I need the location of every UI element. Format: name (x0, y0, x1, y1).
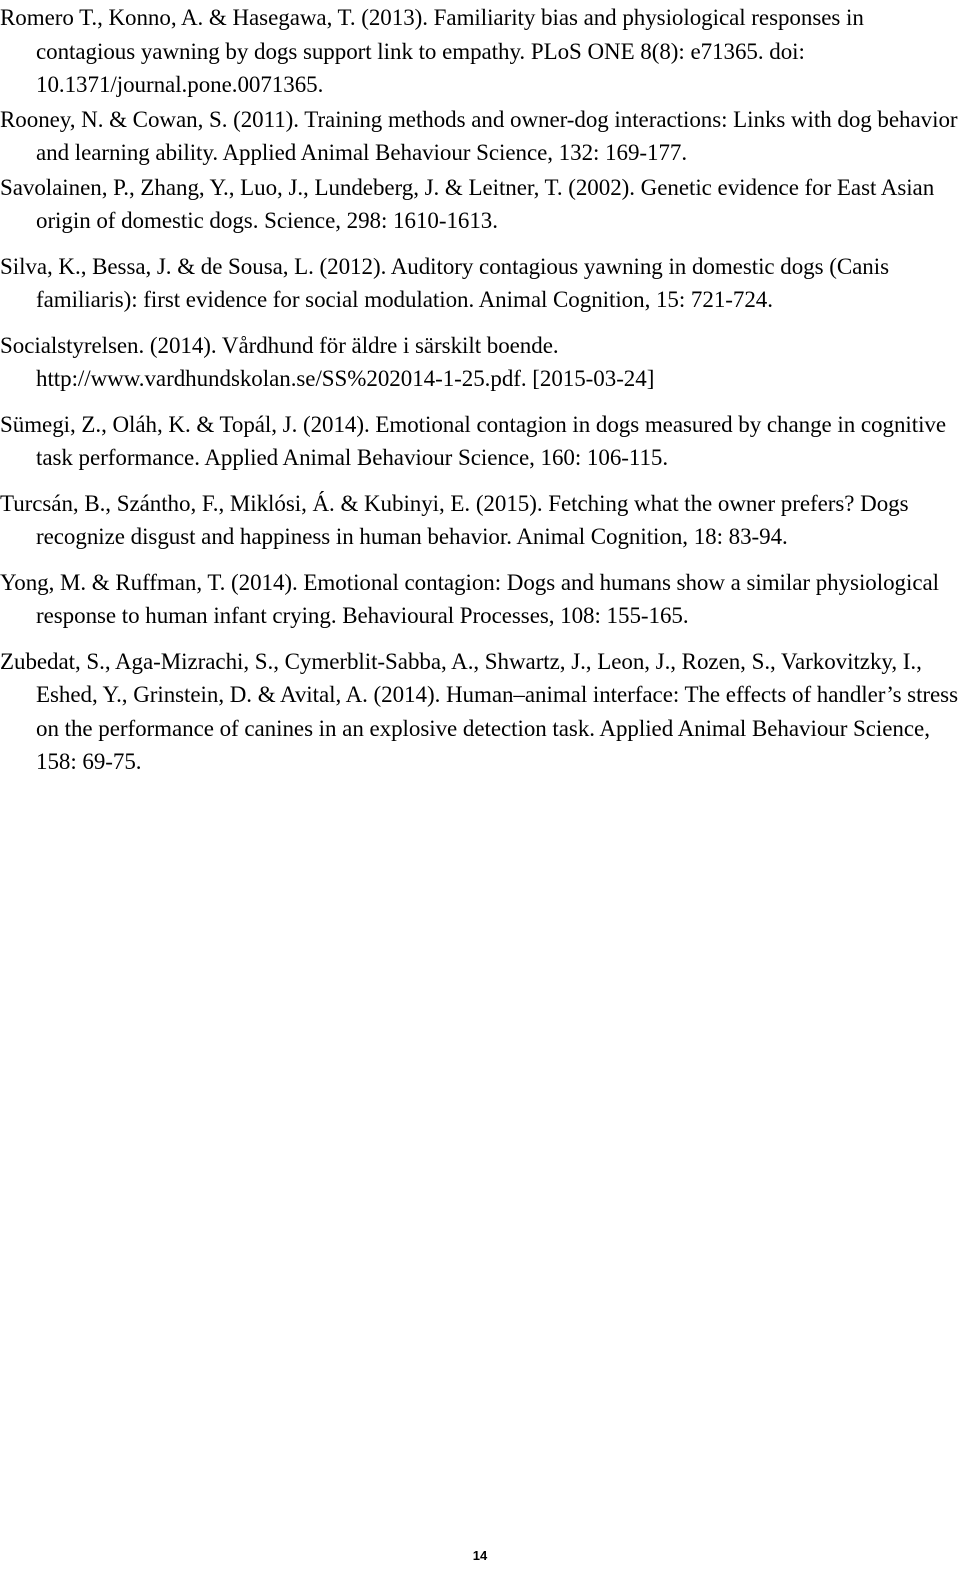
reference-list (0, 0, 958, 779)
reference-entry-rooney: Rooney, N. & Cowan, S. (2011). Training methods and owner-dog interactions: Links with dog behavior and learning ability. Applied Animal Behaviour Science, 132: 169-177. (0, 106, 958, 165)
reference-entry-silva: Silva, K., Bessa, J. & de Sousa, L. (2012). Auditory contagious yawning in domestic dogs (Canis familiaris): first evidence for social modulation. Animal Cognition, 15: 721-724. (0, 253, 889, 312)
reference-entry-sumegi: Sümegi, Z., Oláh, K. & Topál, J. (2014). Emotional contagion in dogs measured by change in cognitive task performance. Applied Animal Behaviour Science, 160: 106-115. (0, 411, 947, 470)
reference-entry-yong: Yong, M. & Ruffman, T. (2014). Emotional contagion: Dogs and humans show a similar physiological response to human infant crying. Behavioural Processes, 108: 155-165. (0, 569, 939, 628)
reference-entry-romero: Romero T., Konno, A. & Hasegawa, T. (2013). Familiarity bias and physiological responses in contagious yawning by dogs support link to empathy. PLoS ONE 8(8): e71365. doi: 10.1371/journal.pone.0071365. (0, 5, 864, 97)
reference-entry-socialstyrelsen: Socialstyrelsen. (2014). Vårdhund för äldre i särskilt boende. http://www.vardhundskolan.se/SS%202014-1-25.pdf. [2015-03-24] (0, 332, 655, 391)
page-number: 14 (472, 1548, 488, 1563)
reference-entry-savolainen: Savolainen, P., Zhang, Y., Luo, J., Lundeberg, J. & Leitner, T. (2002). Genetic evidence for East Asian origin of domestic dogs. Science, 298: 1610-1613. (0, 174, 935, 233)
reference-entry-zubedat: Zubedat, S., Aga-Mizrachi, S., Cymerblit-Sabba, A., Shwartz, J., Leon, J., Rozen, S., Varkovitzky, I., Eshed, Y., Grinstein, D. & Avital, A. (2014). Human–animal interface: The effects of handler’s stress on the performance of canines in an explosive detection task. Applied Animal Behaviour Science, 158: 69-75. (0, 648, 958, 774)
reference-entry-turcsan: Turcsán, B., Szántho, F., Miklósi, Á. & Kubinyi, E. (2015). Fetching what the owner prefers? Dogs recognize disgust and happiness in human behavior. Animal Cognition, 18: 83-94. (0, 490, 909, 549)
